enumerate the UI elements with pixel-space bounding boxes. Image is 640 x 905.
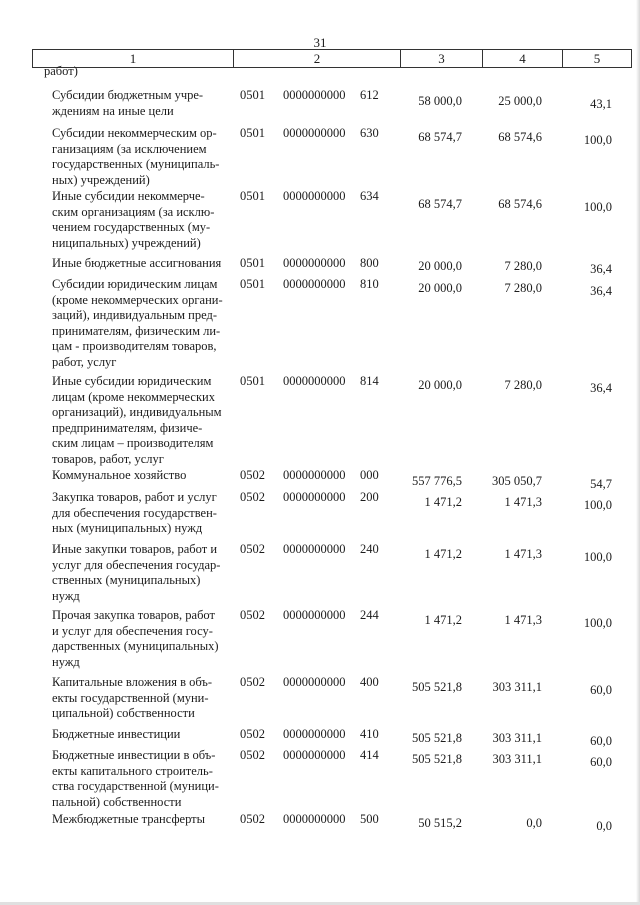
row-plan-value: 557 776,5 — [412, 474, 462, 488]
row-exec-value: 305 050,7 — [492, 474, 542, 488]
row-exec-value: 0,0 — [526, 816, 542, 830]
row-target-code: 0000000000 — [283, 675, 346, 689]
row-target-code: 0000000000 — [283, 126, 346, 140]
row-section-code: 0501 — [240, 374, 265, 388]
row-target-code: 0000000000 — [283, 468, 346, 482]
row-exec-value: 7 280,0 — [504, 378, 542, 392]
row-target-code: 0000000000 — [283, 490, 346, 504]
row-target-code: 0000000000 — [283, 277, 346, 291]
row-plan-value: 68 574,7 — [418, 197, 462, 211]
row-target-code: 0000000000 — [283, 542, 346, 556]
scan-edge-shadow — [636, 0, 640, 905]
row-exec-value: 25 000,0 — [498, 94, 542, 108]
row-target-code: 0000000000 — [283, 812, 346, 826]
row-name: Субсидии юридическим лицам (кроме некоммерческих органи- заций), индивидуальным пред- принимателям, физическим ли- цам - производителям товаров, работ, услуг — [52, 277, 223, 369]
row-target-code: 0000000000 — [283, 748, 346, 762]
row-plan-value: 505 521,8 — [412, 731, 462, 745]
row-target-code: 0000000000 — [283, 374, 346, 388]
row-plan-value: 1 471,2 — [424, 495, 462, 509]
row-name: Иные бюджетные ассигнования — [52, 256, 222, 270]
row-expense-type: 814 — [360, 374, 379, 388]
row-expense-type: 414 — [360, 748, 379, 762]
header-col-4: 4 — [483, 50, 563, 68]
row-exec-value: 1 471,3 — [504, 495, 542, 509]
row-name: Субсидии некоммерческим ор- ганизациям (за исключением государственных (муниципаль- ных) учреждений) — [52, 126, 220, 187]
header-col-1: 1 — [33, 50, 234, 68]
continued-row-text: работ) — [44, 64, 78, 78]
row-section-code: 0502 — [240, 748, 265, 762]
row-exec-value: 7 280,0 — [504, 259, 542, 273]
row-name: Коммунальное хозяйство — [52, 468, 187, 482]
row-expense-type: 410 — [360, 727, 379, 741]
row-plan-value: 505 521,8 — [412, 680, 462, 694]
row-section-code: 0502 — [240, 812, 265, 826]
row-percent-value: 60,0 — [590, 683, 612, 697]
row-name: Бюджетные инвестиции в объ- екты капитального строитель- ства государственной (муници- пальной) собственности — [52, 748, 219, 809]
row-expense-type: 200 — [360, 490, 379, 504]
row-exec-value: 1 471,3 — [504, 547, 542, 561]
header-col-3: 3 — [401, 50, 483, 68]
row-section-code: 0502 — [240, 542, 265, 556]
row-exec-value: 303 311,1 — [492, 752, 542, 766]
row-expense-type: 810 — [360, 277, 379, 291]
row-plan-value: 1 471,2 — [424, 547, 462, 561]
row-percent-value: 60,0 — [590, 755, 612, 769]
row-expense-type: 500 — [360, 812, 379, 826]
row-expense-type: 240 — [360, 542, 379, 556]
row-section-code: 0501 — [240, 277, 265, 291]
row-percent-value: 36,4 — [590, 381, 612, 395]
row-exec-value: 7 280,0 — [504, 281, 542, 295]
header-col-2: 2 — [234, 50, 401, 68]
row-percent-value: 100,0 — [583, 498, 612, 512]
column-header-row — [32, 49, 632, 68]
row-percent-value: 100,0 — [583, 616, 612, 630]
row-section-code: 0502 — [240, 675, 265, 689]
row-expense-type: 400 — [360, 675, 379, 689]
row-percent-value: 100,0 — [583, 550, 612, 564]
row-section-code: 0502 — [240, 727, 265, 741]
row-target-code: 0000000000 — [283, 88, 346, 102]
row-name: Бюджетные инвестиции — [52, 727, 181, 741]
row-name: Иные субсидии юридическим лицам (кроме некоммерческих организаций), индивидуальным предпринимателям, физиче- ским лицам – производителям товаров, работ, услуг — [52, 374, 222, 466]
row-percent-value: 100,0 — [583, 200, 612, 214]
page-number: 31 — [313, 35, 327, 50]
row-target-code: 0000000000 — [283, 189, 346, 203]
row-section-code: 0502 — [240, 608, 265, 622]
row-plan-value: 68 574,7 — [418, 130, 462, 144]
row-name: Иные закупки товаров, работ и услуг для обеспечения государ- ственных (муниципальных) нужд — [52, 542, 221, 603]
row-expense-type: 630 — [360, 126, 379, 140]
row-percent-value: 54,7 — [590, 477, 612, 491]
row-target-code: 0000000000 — [283, 727, 346, 741]
row-percent-value: 36,4 — [590, 284, 612, 298]
row-expense-type: 000 — [360, 468, 379, 482]
row-plan-value: 20 000,0 — [418, 281, 462, 295]
row-percent-value: 0,0 — [596, 819, 612, 833]
row-name: Субсидии бюджетным учре- ждениям на иные цели — [52, 88, 204, 118]
row-plan-value: 1 471,2 — [424, 613, 462, 627]
row-percent-value: 60,0 — [590, 734, 612, 748]
row-target-code: 0000000000 — [283, 608, 346, 622]
row-section-code: 0501 — [240, 189, 265, 203]
row-section-code: 0502 — [240, 468, 265, 482]
row-name: Иные субсидии некоммерче- ским организациям (за исклю- чением государственных (му- ниципальных) учреждений) — [52, 189, 215, 250]
row-name: Капитальные вложения в объ- екты государственной (муни- ципальной) собственности — [52, 675, 213, 720]
row-section-code: 0501 — [240, 126, 265, 140]
row-exec-value: 68 574,6 — [498, 197, 542, 211]
row-expense-type: 634 — [360, 189, 379, 203]
row-section-code: 0501 — [240, 88, 265, 102]
row-percent-value: 36,4 — [590, 262, 612, 276]
row-percent-value: 100,0 — [583, 133, 612, 147]
row-name: Прочая закупка товаров, работ и услуг для обеспечения госу- дарственных (муниципальных) нужд — [52, 608, 219, 669]
row-plan-value: 58 000,0 — [418, 94, 462, 108]
row-expense-type: 612 — [360, 88, 379, 102]
row-plan-value: 20 000,0 — [418, 378, 462, 392]
row-section-code: 0501 — [240, 256, 265, 270]
row-plan-value: 20 000,0 — [418, 259, 462, 273]
row-expense-type: 800 — [360, 256, 379, 270]
row-exec-value: 68 574,6 — [498, 130, 542, 144]
row-plan-value: 505 521,8 — [412, 752, 462, 766]
row-section-code: 0502 — [240, 490, 265, 504]
row-percent-value: 43,1 — [590, 97, 612, 111]
header-col-5: 5 — [563, 50, 632, 68]
row-exec-value: 303 311,1 — [492, 680, 542, 694]
row-plan-value: 50 515,2 — [418, 816, 462, 830]
row-name: Межбюджетные трансферты — [52, 812, 206, 826]
row-exec-value: 1 471,3 — [504, 613, 542, 627]
row-expense-type: 244 — [360, 608, 379, 622]
row-name: Закупка товаров, работ и услуг для обеспечения государствен- ных (муниципальных) нужд — [52, 490, 217, 535]
row-target-code: 0000000000 — [283, 256, 346, 270]
row-exec-value: 303 311,1 — [492, 731, 542, 745]
